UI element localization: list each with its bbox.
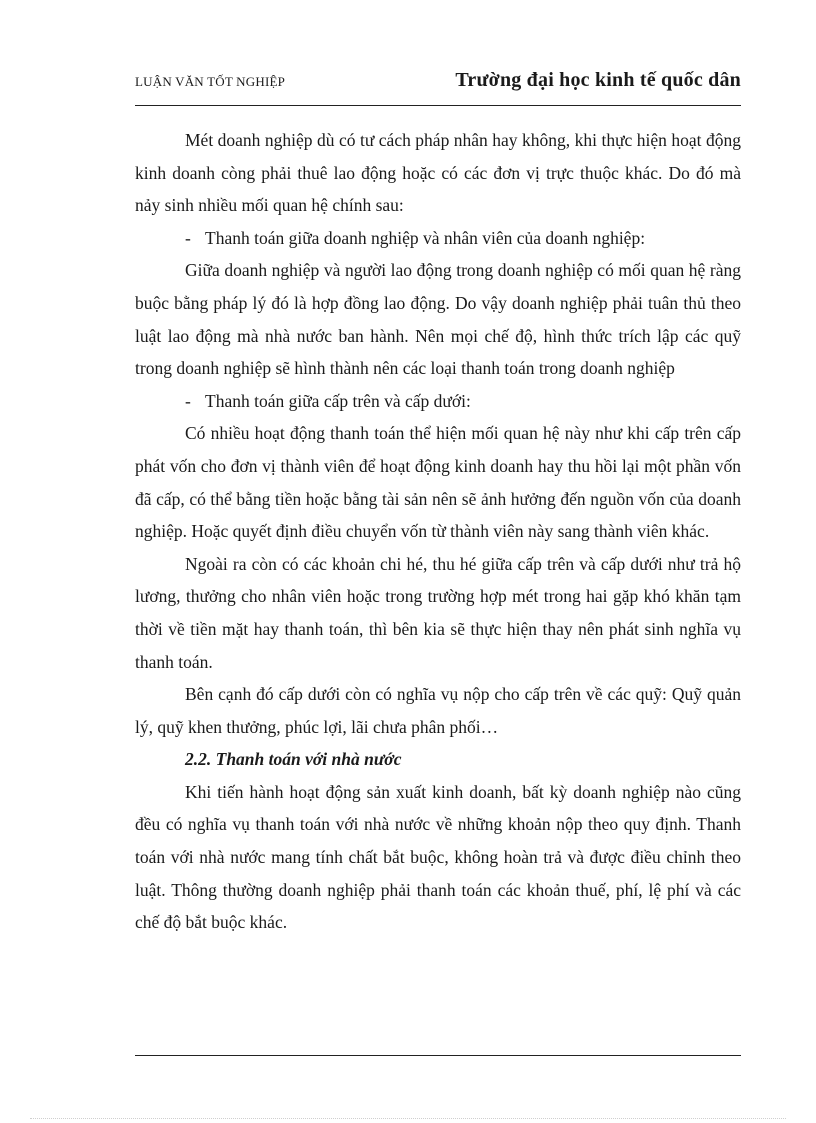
paragraph-collection-payments: Ngoài ra còn có các khoản chi hé, thu hé giữa cấp trên và cấp dưới như trả hộ lương, thưởng cho nhân viên hoặc trong trường hợp mét trong hai gặp khó khăn tạm thời về tiền mặt hay thanh toán, thì bên kia sẽ thực hiện thay nên phát sinh nghĩa vụ thanh toán. xyxy=(135,553,741,672)
paragraph-funds-obligation: Bên cạnh đó cấp dưới còn có nghĩa vụ nộp cho cấp trên về các quỹ: Quỹ quản lý, quỹ khen thưởng, phúc lợi, lãi chưa phân phối… xyxy=(135,684,741,737)
paragraph-labor-relations: Giữa doanh nghiệp và người lao động trong doanh nghiệp có mối quan hệ ràng buộc bằng pháp lý đó là hợp đồng lao động. Do vậy doanh nghiệp phải tuân thủ theo luật lao động mà nhà nước ban hành. Nên mọi chế độ, hình thức trích lập các quỹ trong doanh nghiệp sẽ hình thành nên các loại thanh toán trong doanh nghiệp xyxy=(135,260,741,379)
header-divider xyxy=(135,105,741,106)
bullet-text: Thanh toán giữa doanh nghiệp và nhân viên của doanh nghiệp: xyxy=(205,227,646,248)
bullet-employee-payment xyxy=(135,222,741,255)
document-body xyxy=(135,124,741,939)
bullet-dash: - xyxy=(185,390,191,411)
page-header xyxy=(135,64,741,94)
header-left-title: LUẬN VĂN TỐT NGHIỆP xyxy=(135,74,286,89)
bullet-dash: - xyxy=(185,227,191,248)
bullet-superior-subordinate xyxy=(135,385,741,418)
page-bottom-dotted-border xyxy=(30,1118,786,1119)
bullet-text: Thanh toán giữa cấp trên và cấp dưới: xyxy=(205,390,471,411)
paragraph-capital-activities: Có nhiều hoạt động thanh toán thể hiện mối quan hệ này như khi cấp trên cấp phát vốn cho đơn vị thành viên để hoạt động kinh doanh hay thu hồi lại một phần vốn đã cấp, có thể bằng tiền hoặc bằng tài sản nên sẽ ảnh hưởng đến nguồn vốn của doanh nghiệp. Hoặc quyết định điều chuyển vốn từ thành viên này sang thành viên khác. xyxy=(135,423,741,542)
header-right-title: Trường đại học kinh tế quốc dân xyxy=(455,69,741,91)
section-heading: 2.2. Thanh toán với nhà nước xyxy=(185,749,402,770)
paragraph-state-payments: Khi tiến hành hoạt động sản xuất kinh doanh, bất kỳ doanh nghiệp nào cũng đều có nghĩa vụ thanh toán với nhà nước về những khoản nộp theo quy định. Thanh toán với nhà nước mang tính chất bắt buộc, không hoàn trả và được điều chỉnh theo luật. Thông thường doanh nghiệp phải thanh toán các khoản thuế, phí, lệ phí và các chế độ bắt buộc khác. xyxy=(135,781,741,933)
footer-divider xyxy=(135,1055,741,1056)
paragraph-intro: Mét doanh nghiệp dù có tư cách pháp nhân hay không, khi thực hiện hoạt động kinh doanh còng phải thuê lao động hoặc có các đơn vị trực thuộc khác. Do đó mà nảy sinh nhiều mối quan hệ chính sau: xyxy=(135,130,741,216)
